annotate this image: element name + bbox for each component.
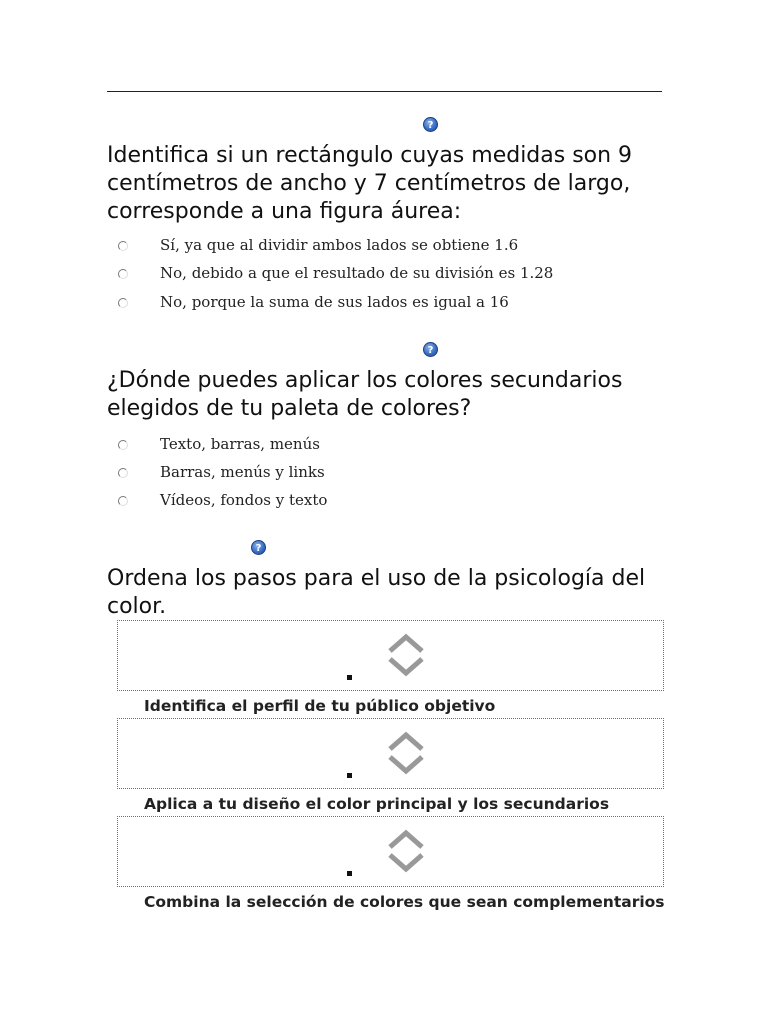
radio-button[interactable]	[118, 241, 128, 251]
question-2-option-1[interactable]	[118, 434, 320, 456]
question-2-option-2[interactable]	[118, 462, 325, 484]
option-label: No, porque la suma de sus lados es igual a 16	[160, 293, 509, 311]
help-icon[interactable]: ?	[251, 540, 266, 555]
reorder-arrows-icon[interactable]	[384, 827, 428, 875]
reorder-arrows-icon[interactable]	[384, 729, 428, 777]
option-label: Vídeos, fondos y texto	[160, 491, 328, 509]
radio-button[interactable]	[118, 298, 128, 308]
step-label-3[interactable]: Combina la selección de colores que sean complementarios	[144, 893, 665, 911]
question-1-option-3[interactable]	[118, 292, 509, 314]
question-1-option-1[interactable]	[118, 235, 519, 257]
question-1-option-2[interactable]	[118, 263, 554, 285]
option-label: No, debido a que el resultado de su división es 1.28	[160, 264, 554, 282]
option-label: Texto, barras, menús	[160, 435, 320, 453]
option-label: Sí, ya que al dividir ambos lados se obtiene 1.6	[160, 236, 519, 254]
sortable-slot-2[interactable]	[117, 718, 664, 789]
radio-button[interactable]	[118, 496, 128, 506]
help-icon[interactable]: ?	[423, 342, 438, 357]
step-label-1[interactable]: Identifica el perfil de tu público objetivo	[144, 697, 496, 715]
question-2-text: ¿Dónde puedes aplicar los colores secundarios elegidos de tu paleta de colores?	[107, 368, 623, 421]
radio-button[interactable]	[118, 269, 128, 279]
bullet-marker	[347, 871, 352, 876]
help-icon[interactable]: ?	[423, 117, 438, 132]
radio-button[interactable]	[118, 440, 128, 450]
step-label-2[interactable]: Aplica a tu diseño el color principal y los secundarios	[144, 795, 610, 813]
question-1-text: Identifica si un rectángulo cuyas medidas son 9 centímetros de ancho y 7 centímetros de largo, corresponde a una figura áurea:	[107, 143, 633, 224]
bullet-marker	[347, 773, 352, 778]
sortable-slot-1[interactable]	[117, 620, 664, 691]
top-divider	[107, 91, 662, 92]
option-label: Barras, menús y links	[160, 463, 325, 481]
radio-button[interactable]	[118, 468, 128, 478]
question-2-option-3[interactable]	[118, 490, 328, 512]
sortable-slot-3[interactable]	[117, 816, 664, 887]
question-3-text: Ordena los pasos para el uso de la psicología del color.	[107, 566, 646, 619]
bullet-marker	[347, 675, 352, 680]
reorder-arrows-icon[interactable]	[384, 631, 428, 679]
